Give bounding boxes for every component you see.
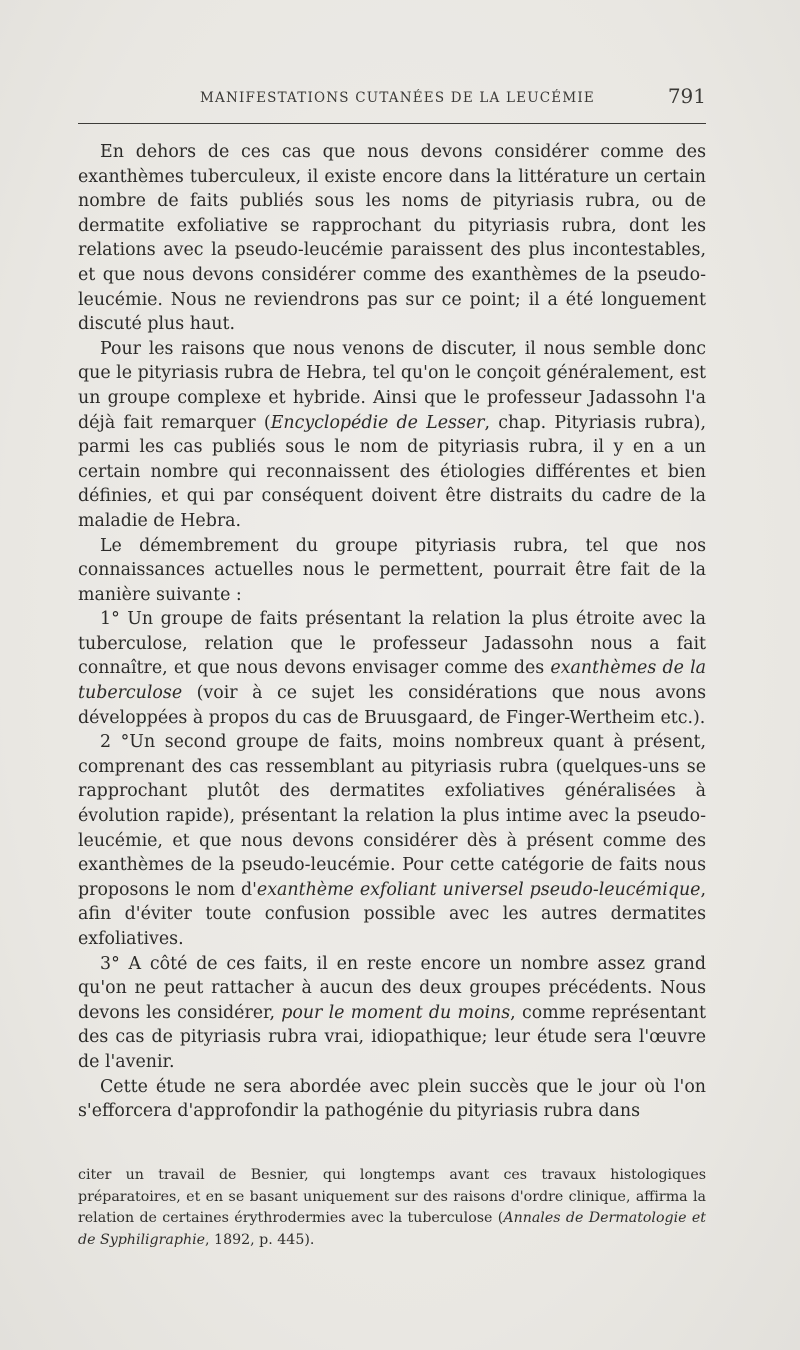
emphasis: pour le moment du moins — [281, 1002, 511, 1023]
citation-title: Encyclopédie de Lesser — [270, 412, 485, 433]
paragraph: 2 °Un second groupe de faits, moins nombreux quant à présent, comprenant des cas ressemblant au pityriasis rubra (quelques-uns se rapprochant plutôt des dermatites exfoliatives généralisées à évolution rapide), présentant la relation la plus intime avec la pseudo-leucémie, et que nous devons considérer dès à présent comme des exanthèmes de la pseudo-leucémie. Pour cette catégorie de faits nous proposons le nom d'exanthème exfoliant universel pseudo-leucémique, afin d'éviter toute confusion possible avec les autres dermatites exfoliatives. — [78, 732, 706, 949]
paragraph: En dehors de ces cas que nous devons considérer comme des exanthèmes tuberculeux, il existe encore dans la littérature un certain nombre de faits publiés sous les noms de pityriasis rubra, ou de dermatite exfoliative se rapprochant du pityriasis rubra, dont les relations avec la pseudo-leucémie paraissent des plus incontestables, et que nous devons considérer comme des exanthèmes de la pseudo-leucémie. Nous ne reviendrons pas sur ce point; il a été longuement discuté plus haut. — [78, 142, 706, 335]
paragraph: 1° Un groupe de faits présentant la relation la plus étroite avec la tuberculose, relation que le professeur Jadassohn nous a fait connaître, et que nous devons envisager comme des exanthèmes de la tuberculose (voir à ce sujet les considérations que nous avons développées à propos du cas de Bruusgaard, de Finger-Wertheim etc.). — [78, 609, 706, 728]
emphasis: exanthème exfoliant universel pseudo-leucémique — [256, 879, 701, 900]
paragraph: Le démembrement du groupe pityriasis rubra, tel que nos connaissances actuelles nous le permettent, pourrait être fait de la manière suivante : — [78, 535, 706, 605]
emphasis: exanthèmes de la tuberculose — [78, 658, 706, 704]
paragraph: 3° A côté de ces faits, il en reste encore un nombre assez grand qu'on ne peut rattacher à aucun des deux groupes précédents. Nous devons les considérer, pour le moment du moins, comme représentant des cas de pityriasis rubra vrai, idiopathique; leur étude sera l'œuvre de l'avenir. — [78, 953, 707, 1072]
header-rule — [78, 123, 706, 124]
running-head: MANIFESTATIONS CUTANÉES DE LA LEUCÉMIE — [200, 90, 595, 106]
page-number: 791 — [667, 84, 706, 108]
paragraph: Cette étude ne sera abordée avec plein succès que le jour où l'on s'efforcera d'approfondir la pathogénie du pityriasis rubra dans — [78, 1076, 706, 1122]
paragraph: Pour les raisons que nous venons de discuter, il nous semble donc que le pityriasis rubra de Hebra, tel qu'on le conçoit généralement, est un groupe complexe et hybride. Ainsi que le professeur Jadassohn l'a déjà fait remarquer (Encyclopédie de Lesser, chap. Pityriasis rubra), parmi les cas publiés sous le nom de pityriasis rubra, il y en a un certain nombre qui reconnaissent des étiologies différentes et bien définies, et qui par conséquent doivent être distraits du cadre de la maladie de Hebra. — [78, 338, 706, 531]
page-header — [78, 86, 706, 114]
journal-title: Annales de Dermatologie et de Syphiligraphie — [78, 1210, 706, 1248]
body-text — [78, 140, 706, 1124]
footnote: citer un travail de Besnier, qui longtemps avant ces travaux histologiques préparatoires, et en se basant uniquement sur des raisons d'ordre clinique, affirma la relation de certaines érythrodermies avec la tuberculose (Annales de Dermatologie et de Syphiligraphie, 1892, p. 445). — [78, 1167, 706, 1248]
